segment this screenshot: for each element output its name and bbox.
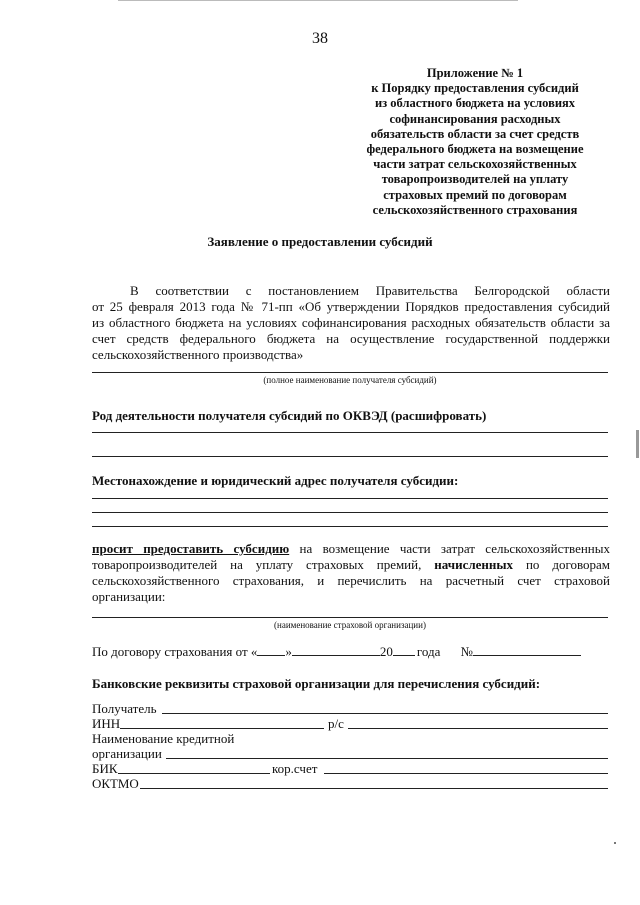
request-line: сельскохозяйственного страхования, и перечислить на расчетный счет страховой: [92, 573, 610, 588]
recipient-caption: (полное наименование получателя субсидий): [263, 375, 437, 385]
contract-day-field[interactable]: [257, 643, 285, 656]
intro-line: от 25 февраля 2013 года № 71-пп «Об утверждении Порядков предоставления субсидий: [92, 299, 610, 314]
contract-open-quote: «: [250, 644, 258, 659]
intro-line: счет средств федерального бюджета на осуществление государственной поддержки: [92, 331, 610, 346]
okved-field-line-1[interactable]: [92, 432, 608, 433]
inn-label: ИНН: [92, 716, 121, 731]
credit-org-field[interactable]: [166, 758, 608, 759]
appendix-line: к Порядку предоставления субсидий: [371, 81, 579, 96]
scan-speck: [614, 842, 616, 844]
credit-org-label-1: Наименование кредитной: [92, 731, 235, 746]
appendix-line: товаропроизводителей на уплату: [381, 172, 569, 187]
address-field-line-1[interactable]: [92, 498, 608, 499]
contract-label: По договору страхования от: [92, 644, 248, 659]
appendix-line: Приложение № 1: [426, 66, 524, 80]
address-field-line-2[interactable]: [92, 512, 608, 513]
contract-year-label: года: [416, 644, 441, 659]
document-title: Заявление о предоставлении субсидий: [207, 234, 433, 249]
scan-edge-line: [118, 0, 518, 1]
appendix-line: обязательств области за счет средств: [370, 126, 580, 141]
corr-account-field[interactable]: [324, 773, 608, 774]
address-field-line-3[interactable]: [92, 526, 608, 527]
okved-field-line-2[interactable]: [92, 456, 608, 457]
contract-month-field[interactable]: [292, 643, 380, 656]
credit-org-label-2: организации: [92, 746, 162, 761]
intro-line: сельскохозяйственного производства»: [92, 347, 304, 362]
okved-heading: Род деятельности получателя субсидий по ОКВЭД (расшифровать): [92, 408, 487, 423]
insurer-name-field[interactable]: [92, 617, 608, 618]
account-field[interactable]: [348, 728, 608, 729]
contract-close-quote: »: [285, 644, 292, 659]
request-text: по договорам: [525, 557, 611, 572]
account-label: р/с: [328, 716, 344, 731]
intro-line: В соответствии с постановлением Правительства Белгородской области: [130, 283, 610, 298]
contract-line: [92, 643, 612, 660]
request-line: [92, 541, 610, 557]
recipient-field[interactable]: [162, 713, 608, 714]
bik-label: БИК: [92, 761, 118, 776]
recipient-name-field[interactable]: [92, 372, 608, 373]
oktmo-label: ОКТМО: [92, 776, 139, 791]
bik-field[interactable]: [118, 773, 270, 774]
corr-account-label: кор.счет: [272, 761, 318, 776]
appendix-line: федерального бюджета на возмещение: [366, 142, 584, 157]
address-heading: Местонахождение и юридический адрес получателя субсидии:: [92, 473, 459, 488]
insurer-caption: (наименование страховой организации): [274, 620, 426, 630]
appendix-line: части затрат сельскохозяйственных: [373, 157, 577, 172]
appendix-line: сельскохозяйственного страхования: [372, 202, 578, 217]
oktmo-field[interactable]: [140, 788, 608, 789]
contract-number-field[interactable]: [473, 643, 581, 656]
inn-field[interactable]: [120, 728, 324, 729]
appendix-line: из областного бюджета на условиях: [374, 96, 576, 111]
intro-line: из областного бюджета на условиях софинансирования расходных обязательств области за: [92, 315, 610, 330]
scan-edge-mark: [636, 430, 639, 458]
contract-year-prefix: 20: [379, 644, 393, 659]
appendix-line: страховых премий по договорам: [383, 187, 567, 202]
recipient-label: Получатель: [92, 701, 157, 716]
request-text: на возмещение части затрат сельскохозяйственных: [299, 541, 610, 556]
request-line: [92, 557, 610, 573]
contract-number-label: №: [460, 644, 473, 659]
page-number: 38: [312, 30, 328, 47]
intro-paragraph: [92, 283, 610, 363]
request-bold-word: начисленных: [434, 557, 514, 572]
request-lead: просит предоставить субсидию: [92, 541, 290, 556]
contract-year-field[interactable]: [393, 643, 415, 656]
appendix-line: софинансирования расходных: [389, 111, 561, 126]
request-paragraph: [92, 541, 610, 605]
request-line: организации:: [92, 589, 166, 604]
appendix-header: [330, 66, 620, 218]
request-text: товаропроизводителей на уплату страховых премий,: [92, 557, 422, 572]
bank-details-heading: Банковские реквизиты страховой организации для перечисления субсидий:: [92, 676, 541, 691]
